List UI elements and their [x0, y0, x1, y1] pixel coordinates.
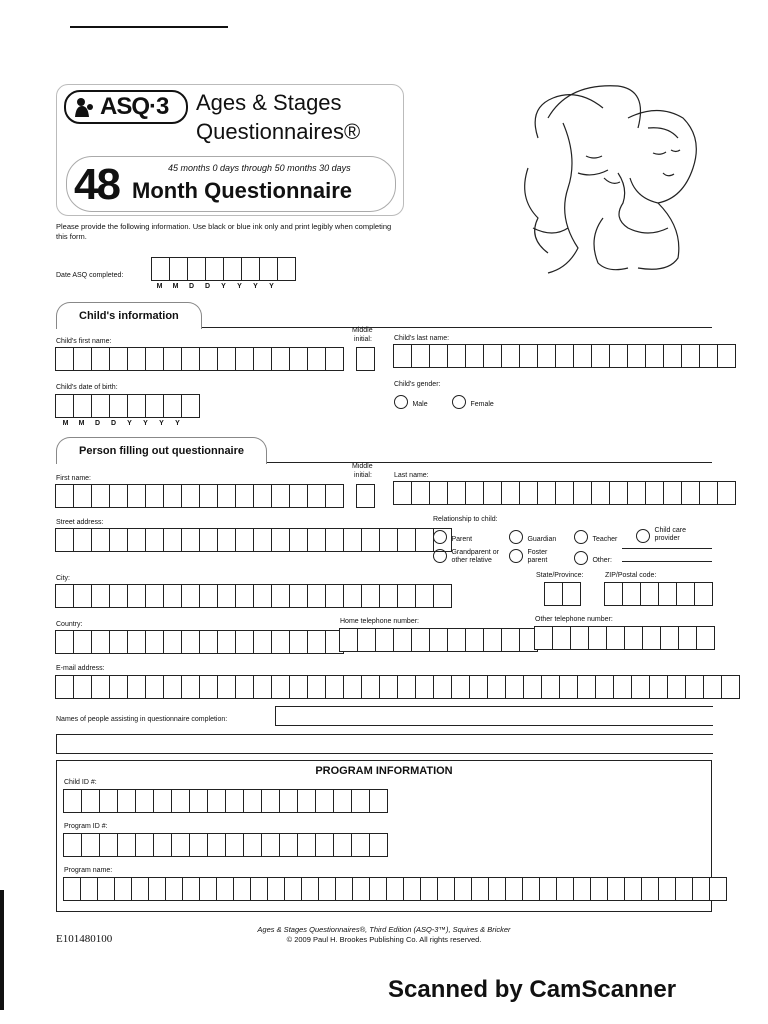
relationship-guardian[interactable]: Guardian — [509, 528, 556, 546]
program-id-label: Program ID #: — [64, 823, 108, 830]
other-phone-boxes[interactable] — [535, 626, 715, 650]
title-line-1: Ages & Stages — [196, 90, 342, 115]
program-id-boxes[interactable] — [64, 833, 388, 857]
title-line-2: Questionnaires® — [196, 119, 361, 144]
person-section-title: Person filling out questionnaire — [56, 437, 267, 464]
city-label: City: — [56, 575, 70, 582]
last-name-label: Last name: — [394, 472, 429, 479]
last-name-boxes[interactable] — [394, 481, 736, 505]
child-dob-format: M M D D Y Y Y Y — [62, 420, 180, 427]
state-boxes[interactable] — [545, 582, 581, 606]
street-boxes[interactable] — [56, 528, 452, 552]
relationship-other[interactable]: Other: — [574, 549, 612, 567]
country-label: Country: — [56, 621, 83, 628]
home-phone-boxes[interactable] — [340, 628, 538, 652]
child-gender-label: Child's gender: — [394, 381, 441, 388]
questionnaire-title: Month Questionnaire — [132, 178, 352, 203]
date-completed-label: Date ASQ completed: — [56, 272, 124, 279]
email-boxes[interactable] — [56, 675, 740, 699]
child-dob-boxes[interactable] — [56, 394, 200, 418]
childcare-radio[interactable] — [636, 529, 650, 543]
child-id-boxes[interactable] — [64, 789, 388, 813]
program-name-label: Program name: — [64, 867, 113, 874]
child-last-name-label: Child's last name: — [394, 335, 450, 342]
first-name-label: First name: — [56, 475, 92, 482]
child-section-title: Child's information — [56, 302, 202, 329]
home-phone-label: Home telephone number: — [340, 618, 419, 625]
gender-option-female[interactable]: Female — [452, 393, 494, 411]
email-label: E-mail address: — [56, 665, 105, 672]
other-phone-label: Other telephone number: — [535, 616, 613, 623]
assisting-field-1[interactable] — [275, 706, 713, 726]
child-last-name-boxes[interactable] — [394, 344, 736, 368]
other-radio[interactable] — [574, 551, 588, 565]
gender-option-male[interactable]: Male — [394, 393, 428, 411]
asq-logo — [64, 90, 188, 124]
scan-edge-left — [0, 890, 4, 1010]
child-dob-label: Child's date of birth: — [56, 384, 118, 391]
child-id-label: Child ID #: — [64, 779, 97, 786]
copyright-line-2: © 2009 Paul H. Brookes Publishing Co. All rights reserved. — [286, 935, 482, 944]
child-first-name-label: Child's first name: — [56, 338, 112, 345]
relationship-grandparent[interactable]: Grandparent or other relative — [433, 549, 503, 567]
parent-child-logo-icon — [72, 96, 98, 118]
program-name-boxes[interactable] — [64, 877, 727, 901]
middle-label-1: Middle — [352, 463, 373, 470]
age-range: 45 months 0 days through 50 months 30 days — [168, 163, 351, 173]
street-label: Street address: — [56, 519, 104, 526]
middle-label-2: initial: — [354, 472, 372, 479]
copyright-line-1: Ages & Stages Questionnaires®, Third Edition (ASQ-3™), Squires & Bricker — [257, 925, 511, 934]
relationship-foster[interactable]: Foster parent — [509, 549, 557, 567]
scan-line-top — [70, 26, 228, 28]
assisting-label: Names of people assisting in questionnaire completion: — [56, 716, 228, 723]
foster-radio[interactable] — [509, 549, 523, 563]
other-relationship-line[interactable] — [622, 561, 712, 562]
first-name-boxes[interactable] — [56, 484, 344, 508]
child-middle-label-2: initial: — [354, 336, 372, 343]
zip-boxes[interactable] — [605, 582, 713, 606]
date-completed-boxes[interactable] — [152, 257, 296, 281]
parent-radio[interactable] — [433, 530, 447, 544]
program-title: PROGRAM INFORMATION — [315, 765, 453, 777]
assisting-field-2[interactable] — [56, 734, 713, 754]
guardian-radio[interactable] — [509, 530, 523, 544]
date-completed-format: M M D D Y Y Y Y — [156, 283, 274, 290]
relationship-teacher[interactable]: Teacher — [574, 528, 617, 546]
childcare-line — [622, 548, 712, 549]
relationship-childcare[interactable]: Child care provider — [636, 527, 698, 545]
female-radio[interactable] — [452, 395, 466, 409]
child-first-name-boxes[interactable] — [56, 347, 344, 371]
instructions: Please provide the following information. Use black or blue ink only and print legibly when completing this form. — [56, 222, 392, 241]
zip-label: ZIP/Postal code: — [605, 572, 657, 579]
grandparent-radio[interactable] — [433, 549, 447, 563]
city-boxes[interactable] — [56, 584, 452, 608]
logo-text: ASQ·3 — [100, 93, 169, 120]
child-middle-label-1: Middle — [352, 327, 373, 334]
mother-baby-illustration — [508, 78, 708, 278]
male-radio[interactable] — [394, 395, 408, 409]
country-boxes[interactable] — [56, 630, 344, 654]
relationship-label: Relationship to child: — [433, 516, 498, 523]
child-middle-initial-box[interactable] — [357, 347, 375, 371]
month-number: 48 — [74, 160, 119, 209]
form-code: E101480100 — [56, 933, 113, 945]
middle-initial-box[interactable] — [357, 484, 375, 508]
camscanner-watermark: Scanned by CamScanner — [388, 976, 677, 1003]
teacher-radio[interactable] — [574, 530, 588, 544]
state-label: State/Province: — [536, 572, 584, 579]
relationship-parent[interactable]: Parent — [433, 528, 472, 546]
